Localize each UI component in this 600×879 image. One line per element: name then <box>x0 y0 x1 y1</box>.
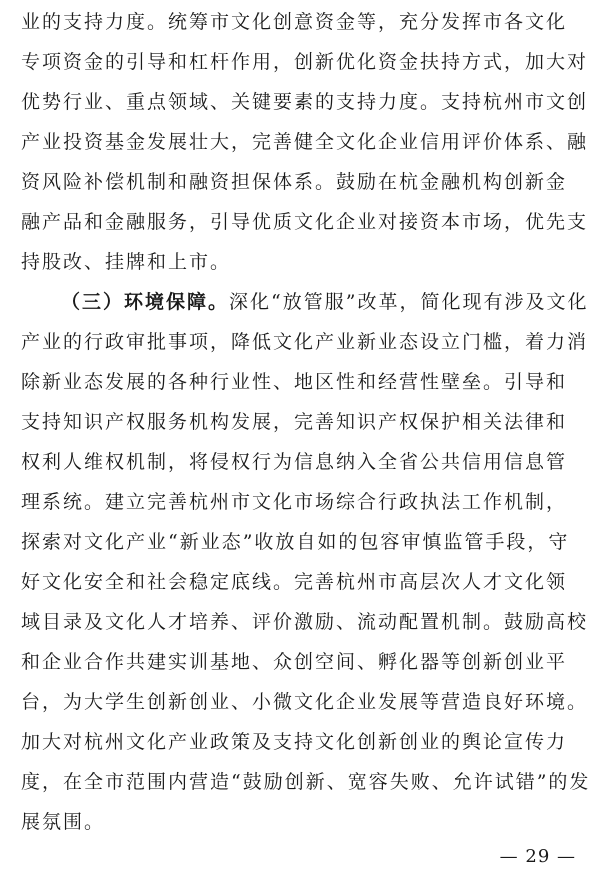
paragraph-line: 产业的行政审批事项，降低文化产业新业态设立门槛，着力消 <box>21 331 589 353</box>
paragraph-line: 域目录及文化人才培养、评价激励、流动配置机制。鼓励高校 <box>21 611 589 633</box>
paragraph-line: 专项资金的引导和杠杆作用，创新优化资金扶持方式，加大对 <box>21 51 589 73</box>
paragraph-line: 资风险补偿机制和融资担保体系。鼓励在杭金融机构创新金 <box>21 171 568 193</box>
paragraph-line: 和企业合作共建实训基地、众创空间、孵化器等创新创业平 <box>21 651 568 673</box>
paragraph-line: 融产品和金融服务，引导优质文化企业对接资本市场，优先支 <box>21 211 589 233</box>
paragraph-line: 好文化安全和社会稳定底线。完善杭州市高层次人才文化领 <box>21 571 568 593</box>
paragraph-line: 支持知识产权服务机构发展，完善知识产权保护相关法律和 <box>21 411 568 433</box>
paragraph-first-line <box>61 282 588 322</box>
paragraph-line: 加大对杭州文化产业政策及支持文化创新创业的舆论宣传力 <box>21 731 568 753</box>
paragraph-line: 优势行业、重点领域、关键要素的支持力度。支持杭州市文创 <box>21 91 589 113</box>
paragraph-line: 业的支持力度。统筹市文化创意资金等，充分发挥市各文化 <box>21 11 568 33</box>
paragraph-line: 产业投资基金发展壮大，完善健全文化企业信用评价体系、融 <box>21 131 589 153</box>
paragraph-line: 持股改、挂牌和上市。 <box>21 251 232 273</box>
paragraph-line: 度，在全市范围内营造“鼓励创新、宽容失败、允许试错”的发 <box>21 771 591 793</box>
paragraph-text: 深化“放管服”改革，简化现有涉及文化 <box>229 291 589 313</box>
section-heading: （三）环境保障。 <box>61 291 230 313</box>
paragraph-line: 权利人维权机制，将侵权行为信息纳入全省公共信用信息管 <box>21 451 568 473</box>
paragraph-line: 展氛围。 <box>21 811 106 833</box>
paragraph-line: 台，为大学生创新创业、小微文化企业发展等营造良好环境。 <box>21 691 589 713</box>
paragraph-line: 除新业态发展的各种行业性、地区性和经营性壁垒。引导和 <box>21 371 568 393</box>
page-number: — 29 — <box>499 846 576 867</box>
paragraph-line: 探索对文化产业“新业态”收放自如的包容审慎监管手段，守 <box>21 531 570 553</box>
paragraph-line: 理系统。建立完善杭州市文化市场综合行政执法工作机制， <box>21 491 568 513</box>
